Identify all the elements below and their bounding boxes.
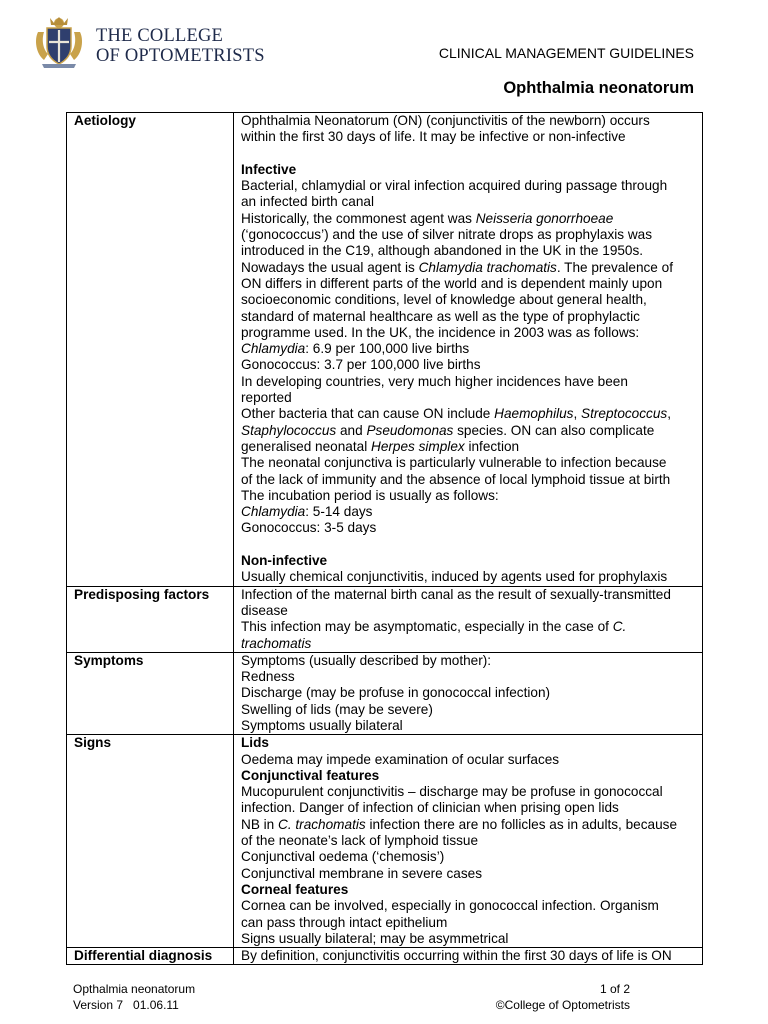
table-row-signs — [67, 735, 703, 948]
footer-doc-name: Opthalmia neonatorum — [73, 982, 196, 996]
text-line: can pass through intact epithelium — [241, 914, 448, 930]
text-line: programme used. In the UK, the incidence in 2003 was as follows: — [241, 324, 640, 340]
text-line: Infection of the maternal birth canal as the result of sexually-transmitted — [241, 586, 671, 602]
text-line: Conjunctival oedema (‘chemosis’) — [241, 849, 445, 865]
organism-name: Staphylococcus — [241, 422, 337, 438]
organism-name: Streptococcus — [581, 406, 668, 422]
text-line: Oedema may impede examination of ocular surfaces — [241, 751, 560, 767]
text-run: , — [573, 406, 582, 422]
text-line — [241, 260, 698, 276]
text-line: Bacterial, chlamydial or viral infection acquired during passage through — [241, 178, 668, 194]
text-run: Nowadays the usual agent is — [241, 259, 419, 275]
row-label-aetiology: Aetiology — [67, 113, 234, 587]
text-run: Historically, the commonest agent was — [241, 210, 476, 226]
text-line — [241, 619, 698, 635]
row-content-aetiology — [234, 113, 703, 587]
row-content-symptoms — [234, 652, 703, 734]
footer-version: Version 7 01.06.11 — [73, 998, 179, 1012]
text-line: an infected birth canal — [241, 194, 375, 210]
text-line: Discharge (may be profuse in gonococcal infection) — [241, 685, 551, 701]
text-line: Usually chemical conjunctivitis, induced by agents used for prophylaxis — [241, 569, 668, 585]
table-row-predisposing — [67, 586, 703, 652]
organism-name: trachomatis — [241, 635, 312, 651]
text-line: Swelling of lids (may be severe) — [241, 701, 433, 717]
row-label-signs: Signs — [67, 735, 234, 948]
text-run: : 5-14 days — [305, 504, 373, 520]
subheading-non-infective: Non-infective — [241, 553, 328, 569]
text-line: Mucopurulent conjunctivitis – discharge may be profuse in gonococcal — [241, 784, 663, 800]
text-run: infection — [464, 438, 520, 454]
text-line: of the lack of immunity and the absence of local lymphoid tissue at birth — [241, 471, 671, 487]
text-run: : 6.9 per 100,000 live births — [305, 341, 470, 357]
text-line — [241, 211, 698, 227]
text-run: This infection may be asymptomatic, especially in the case of — [241, 619, 613, 635]
text-line: Cornea can be involved, especially in gonococcal infection. Organism — [241, 898, 659, 914]
text-line: Symptoms usually bilateral — [241, 717, 403, 733]
organism-name: Neisseria gonorrhoeae — [475, 210, 614, 226]
organism-name: C. — [612, 619, 627, 635]
row-content-predisposing — [234, 586, 703, 652]
guidelines-table — [66, 112, 703, 965]
table-row-aetiology — [67, 113, 703, 587]
college-name-line1: THE COLLEGE — [96, 26, 224, 46]
text-line: Gonococcus: 3.7 per 100,000 live births — [241, 357, 481, 373]
text-run: infection there are no follicles as in adults, because — [365, 816, 678, 832]
text-run: and — [336, 422, 367, 438]
text-line: Conjunctival membrane in severe cases — [241, 865, 483, 881]
text-run: Other bacteria that can cause ON include — [241, 406, 495, 422]
footer-left — [73, 981, 195, 1013]
text-line: of the neonate’s lack of lymphoid tissue — [241, 833, 479, 849]
organism-name: C. trachomatis — [278, 816, 366, 832]
row-content-signs — [234, 735, 703, 948]
text-line: The neonatal conjunctiva is particularly vulnerable to infection because — [241, 455, 667, 471]
subheading-lids: Lids — [241, 735, 269, 751]
text-run: species. ON can also complicate — [453, 422, 655, 438]
table-row-symptoms — [67, 652, 703, 734]
text-line: disease — [241, 602, 288, 618]
subheading-corneal: Corneal features — [241, 881, 349, 897]
text-line — [241, 636, 698, 652]
subheading-conjunctival: Conjunctival features — [241, 767, 380, 783]
college-crest-logo — [32, 14, 86, 70]
organism-name: Haemophilus — [494, 406, 574, 422]
text-line — [241, 439, 698, 455]
footer-copyright: ©College of Optometrists — [495, 998, 630, 1012]
row-label-symptoms: Symptoms — [67, 652, 234, 734]
organism-name: Chlamydia — [241, 504, 306, 520]
text-line: introduced in the C19, although abandoned in the UK in the 1950s. — [241, 243, 644, 259]
row-label-predisposing: Predisposing factors — [67, 586, 234, 652]
text-line — [241, 423, 698, 439]
row-content-differential — [234, 948, 703, 965]
text-line: within the first 30 days of life. It may be infective or non-infective — [241, 129, 626, 145]
text-line: standard of maternal healthcare as well as the type of prophylactic — [241, 308, 640, 324]
organism-name: Chlamydia trachomatis — [418, 259, 557, 275]
text-line: socioeconomic conditions, level of knowledge about general health, — [241, 292, 647, 308]
text-line: Signs usually bilateral; may be asymmetrical — [241, 930, 509, 946]
college-name — [96, 26, 265, 66]
organism-name: Pseudomonas — [366, 422, 454, 438]
text-line: Ophthalmia Neonatorum (ON) (conjunctivitis of the newborn) occurs — [241, 113, 650, 128]
text-line — [241, 341, 698, 357]
text-line — [241, 406, 698, 422]
text-line — [241, 504, 698, 520]
organism-name: Chlamydia — [241, 341, 306, 357]
college-name-line2: OF OPTOMETRISTS — [96, 46, 265, 66]
text-line: ON differs in different parts of the world and is dependent mainly upon — [241, 275, 663, 291]
text-line: Gonococcus: 3-5 days — [241, 520, 377, 536]
footer-right — [484, 981, 630, 1013]
row-label-differential: Differential diagnosis — [67, 948, 234, 965]
text-line: (‘gonococcus’) and the use of silver nitrate drops as prophylaxis was — [241, 227, 653, 243]
text-run: . The prevalence of — [556, 259, 673, 275]
footer-page-number: 1 of 2 — [599, 982, 630, 996]
text-line: The incubation period is usually as follows: — [241, 487, 499, 503]
text-line: Redness — [241, 669, 295, 685]
organism-name: Herpes simplex — [371, 438, 465, 454]
text-run: generalised neonatal — [241, 438, 371, 454]
text-line — [241, 817, 698, 833]
document-title: Ophthalmia neonatorum — [503, 79, 694, 97]
text-run: , — [667, 406, 671, 422]
text-line: By definition, conjunctivitis occurring within the first 30 days of life is ON — [241, 948, 672, 964]
text-line: reported — [241, 390, 292, 406]
text-line: Symptoms (usually described by mother): — [241, 652, 492, 668]
subheading-infective: Infective — [241, 161, 297, 177]
text-line: infection. Danger of infection of clinician when prising open lids — [241, 800, 619, 816]
text-run: NB in — [241, 816, 279, 832]
text-line: In developing countries, very much higher incidences have been — [241, 373, 628, 389]
table-row-differential — [67, 948, 703, 965]
section-heading: CLINICAL MANAGEMENT GUIDELINES — [438, 45, 694, 61]
